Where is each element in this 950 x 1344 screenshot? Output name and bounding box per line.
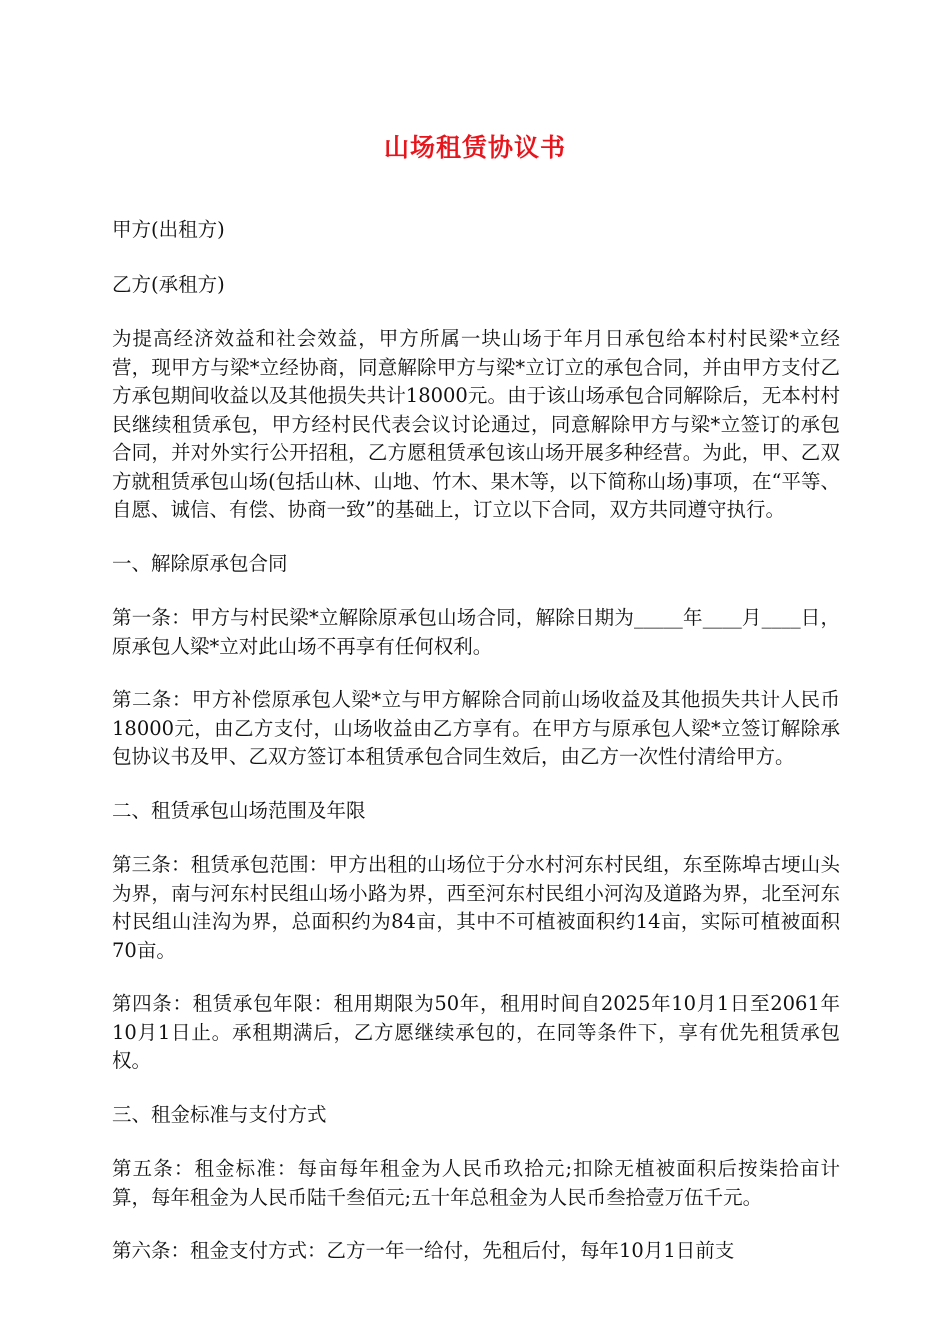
preamble-paragraph: 为提高经济效益和社会效益，甲方所属一块山场于年月日承包给本村村民梁*立经营，现甲方与梁*立经协商，同意解除甲方与梁*立订立的承包合同，并由甲方支付乙方承包期间收益以及其他损失共计18000元。由于该山场承包合同解除后，无本村村民继续租赁承包，甲方经村民代表会议讨论通过，同意解除甲方与梁*立签订的承包合同，并对外实行公开招租，乙方愿租赁承包该山场开展多种经营。为此，甲、乙双方就租赁承包山场(包括山林、山地、竹木、果木等，以下简称山场)事项，在“平等、自愿、诚信、有偿、协商一致”的基础上，订立以下合同，双方共同遵守执行。 bbox=[112, 327, 840, 521]
article-5: 第五条：租金标准：每亩每年租金为人民币玖拾元;扣除无植被面积后按柒拾亩计算，每年租金为人民币陆千叁佰元;五十年总租金为人民币叁拾壹万伍千元。 bbox=[112, 1157, 840, 1209]
article-6: 第六条：租金支付方式：乙方一年一给付，先租后付，每年10月1日前支 bbox=[112, 1239, 735, 1262]
party-b-line: 乙方(承租方) bbox=[112, 272, 225, 296]
document-body bbox=[112, 216, 840, 1291]
article-2: 第二条：甲方补偿原承包人梁*立与甲方解除合同前山场收益及其他损失共计人民币18000元，由乙方支付，山场收益由乙方享有。在甲方与原承包人梁*立签订解除承包协议书及甲、乙双方签订本租赁承包合同生效后，由乙方一次性付清给甲方。 bbox=[112, 688, 840, 768]
article-3: 第三条：租赁承包范围：甲方出租的山场位于分水村河东村民组，东至陈埠古埂山头为界，南与河东村民组山场小路为界，西至河东村民组小河沟及道路为界，北至河东村民组山洼沟为界，总面积约为84亩，其中不可植被面积约14亩，实际可植被面积70亩。 bbox=[112, 853, 840, 962]
section-heading-1: 一、解除原承包合同 bbox=[112, 551, 288, 575]
section-heading-2: 二、租赁承包山场范围及年限 bbox=[112, 798, 366, 822]
article-4: 第四条：租赁承包年限：租用期限为50年，租用时间自2025年10月1日至2061年10月1日止。承租期满后，乙方愿继续承包的，在同等条件下，享有优先租赁承包权。 bbox=[112, 992, 840, 1072]
section-heading-3: 三、租金标准与支付方式 bbox=[112, 1102, 327, 1126]
party-a-line: 甲方(出租方) bbox=[112, 218, 225, 241]
document-title: 山场租赁协议书 bbox=[383, 133, 566, 162]
article-1: 第一条：甲方与村民梁*立解除原承包山场合同，解除日期为_____年____月____日，原承包人梁*立对此山场不再享有任何权利。 bbox=[112, 606, 840, 658]
